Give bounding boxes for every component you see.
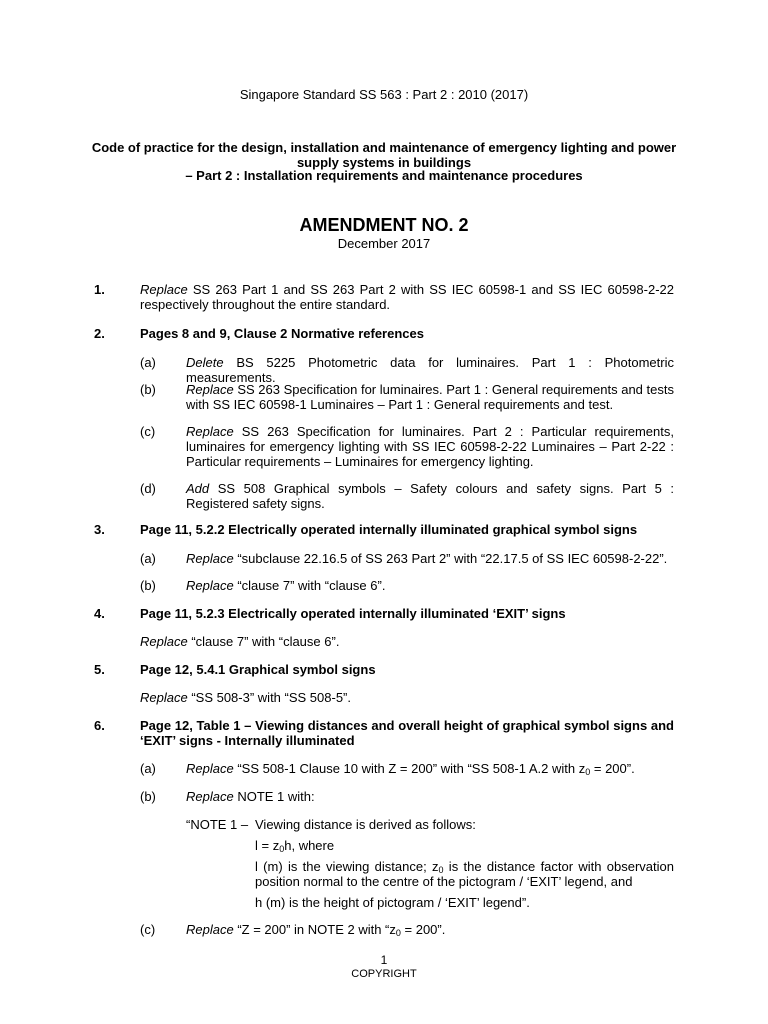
formula-end: h, where (284, 838, 335, 853)
item-2d-text (186, 481, 674, 511)
item-6b-label: (b) (140, 789, 156, 804)
item-3-number: 3. (94, 522, 105, 537)
item-6b-body: NOTE 1 with: (233, 789, 315, 804)
replace-verb: Replace (186, 789, 234, 804)
item-2c-label: (c) (140, 424, 156, 439)
replace-verb: Replace (186, 578, 234, 593)
item-1-text (140, 282, 674, 312)
item-5-number: 5. (94, 662, 105, 677)
copyright-label: COPYRIGHT (351, 968, 417, 980)
item-5-body: “SS 508-3” with “SS 508-5”. (187, 690, 351, 705)
item-6b-text (186, 789, 674, 804)
item-6-heading-line2: ‘EXIT’ signs - Internally illuminated (140, 733, 355, 748)
note-1-definition-h: h (m) is the height of pictogram / ‘EXIT’ legend”. (255, 895, 530, 910)
item-2a-body: BS 5225 Photometric data for luminaires. Part 1 : Photometric measurements. (186, 355, 674, 385)
note-1-intro: Viewing distance is derived as follows: (255, 817, 476, 832)
item-2-number: 2. (94, 326, 105, 341)
item-6c-body-end: = 200”. (400, 922, 446, 937)
add-verb: Add (186, 481, 210, 496)
item-2b-body: SS 263 Specification for luminaires. Part 1 : General requirements and tests with SS IEC 60598-1 Luminaires – Part 1 : General requirements and test. (186, 382, 674, 412)
note-1-definition-l (255, 859, 674, 889)
delete-verb: Delete (186, 355, 224, 370)
subscript-zero: 0 (585, 767, 591, 777)
item-3b-body: “clause 7” with “clause 6”. (233, 578, 386, 593)
item-2c-body: SS 263 Specification for luminaires. Part 2 : Particular requirements, luminaires for emergency lighting with SS IEC 60598-2-22 Luminaires – Part 2-22 : Particular requirements – Luminaires for emergency lighting. (186, 424, 674, 469)
item-6-heading (140, 718, 674, 748)
subscript-zero: 0 (395, 928, 401, 938)
item-2d-body: SS 508 Graphical symbols – Safety colours and safety signs. Part 5 : Registered safety signs. (186, 481, 674, 511)
replace-verb: Replace (140, 690, 188, 705)
replace-verb: Replace (140, 282, 188, 297)
doc-title-line2: supply systems in buildings (296, 155, 472, 170)
item-6c-text (186, 922, 674, 937)
definition-start: l (m) is the viewing distance; z (255, 859, 439, 874)
item-2-heading: Pages 8 and 9, Clause 2 Normative references (140, 326, 424, 341)
formula-start: l = z (255, 838, 280, 853)
item-1-line1: SS 263 Part 1 and SS 263 Part 2 with SS IEC 60598-1 and SS IEC 60598-2-22 (187, 282, 674, 297)
item-6c-body-start: “Z = 200” in NOTE 2 with “z (233, 922, 396, 937)
item-6a-label: (a) (140, 761, 156, 776)
item-6c-label: (c) (140, 922, 156, 937)
item-5-text (140, 690, 674, 705)
item-4-text (140, 634, 674, 649)
doc-title-line1: Code of practice for the design, installation and maintenance of emergency lighting and power (91, 140, 677, 155)
item-4-heading: Page 11, 5.2.3 Electrically operated internally illuminated ‘EXIT’ signs (140, 606, 566, 621)
replace-verb: Replace (186, 424, 234, 439)
item-1-line2: respectively throughout the entire standard. (140, 297, 391, 312)
item-6a-body-end: = 200”. (590, 761, 635, 776)
item-6a-text (186, 761, 674, 776)
standard-reference: Singapore Standard SS 563 : Part 2 : 2010 (2017) (239, 87, 529, 102)
note-1-formula (255, 838, 334, 853)
item-2b-label: (b) (140, 382, 156, 397)
item-2a-text (186, 355, 674, 385)
doc-title-line3: – Part 2 : Installation requirements and maintenance procedures (185, 168, 583, 183)
definition-end: is the distance factor with observation position normal to the centre of the pictogram / ‘EXIT’ legend, and (255, 859, 675, 889)
item-5-heading: Page 12, 5.4.1 Graphical symbol signs (140, 662, 376, 677)
item-6-heading-line1: Page 12, Table 1 – Viewing distances and overall height of graphical symbol signs and (140, 718, 674, 733)
replace-verb: Replace (186, 382, 234, 397)
item-1-number: 1. (94, 282, 105, 297)
item-3a-text (186, 551, 674, 566)
item-3a-body: “subclause 22.16.5 of SS 263 Part 2” with “22.17.5 of SS IEC 60598-2-22”. (233, 551, 668, 566)
item-2a-label: (a) (140, 355, 156, 370)
subscript-zero: 0 (279, 844, 285, 854)
item-2d-label: (d) (140, 481, 156, 496)
subscript-zero: 0 (438, 865, 444, 875)
item-2c-text (186, 424, 674, 469)
item-2b-text (186, 382, 674, 412)
amendment-title: AMENDMENT NO. 2 (299, 215, 469, 235)
page-number: 1 (380, 953, 388, 967)
item-4-number: 4. (94, 606, 105, 621)
amendment-date: December 2017 (337, 236, 431, 251)
replace-verb: Replace (186, 551, 234, 566)
item-3b-label: (b) (140, 578, 156, 593)
replace-verb: Replace (140, 634, 188, 649)
replace-verb: Replace (186, 761, 234, 776)
replace-verb: Replace (186, 922, 234, 937)
item-4-body: “clause 7” with “clause 6”. (187, 634, 340, 649)
item-6-number: 6. (94, 718, 105, 733)
item-3b-text (186, 578, 674, 593)
item-3-heading: Page 11, 5.2.2 Electrically operated internally illuminated graphical symbol signs (140, 522, 638, 537)
note-1-label: “NOTE 1 – (186, 817, 249, 832)
item-6a-body-start: “SS 508-1 Clause 10 with Z = 200” with “SS 508-1 A.2 with z (233, 761, 586, 776)
item-3a-label: (a) (140, 551, 156, 566)
